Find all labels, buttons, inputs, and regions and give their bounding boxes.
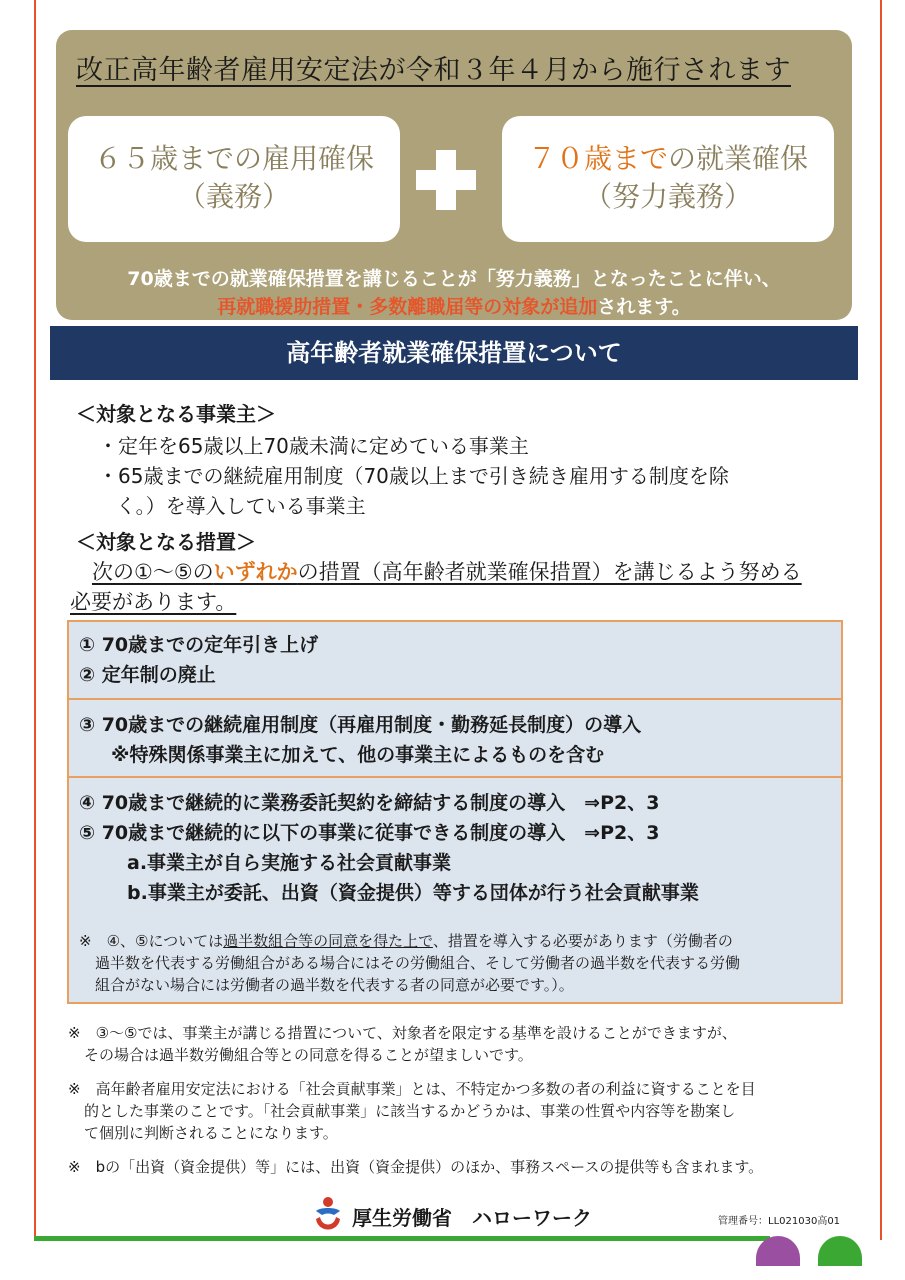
measure-4: ④ 70歳まで継続的に業務委託契約を締結する制度の導入 ⇒P2、3 — [79, 792, 660, 814]
banner-note-line2: 再就職援助措置・多数離職届等の対象が追加されます。 — [217, 296, 691, 318]
banner-title: 改正高年齢者雇用安定法が令和３年４月から施行されます — [76, 55, 791, 86]
employment-65-duty: （義務） — [177, 180, 290, 213]
footer-green-line — [34, 1236, 770, 1241]
target-employers-heading: ＜対象となる事業主＞ — [76, 402, 276, 426]
footnote-2-line2: 的とした事業のことです。「社会貢献事業」に該当するかどうかは、事業の性質や内容等を勘案し — [84, 1102, 736, 1120]
divider-1 — [69, 698, 841, 700]
measures-intro-line1: 次の①～⑤のいずれかの措置（高年齢者就業確保措置）を講じるよう努める — [92, 560, 802, 584]
measures-note-line1: ※ ④、⑤については過半数組合等の同意を得た上で、措置を導入する必要があります（労働者の — [79, 932, 733, 950]
footnote-1-line2: その場合は過半数労働組合等との同意を得ることが望ましいです。 — [84, 1046, 533, 1064]
work-70-label: ７０歳までの就業確保 — [527, 142, 809, 175]
employment-65-label: ６５歳までの雇用確保 — [93, 142, 374, 175]
measures-note-line2: 過半数を代表する労働組合がある場合にはその労働組合、そして労働者の過半数を代表する労働 — [95, 954, 741, 972]
banner-note-line1: 70歳までの就業確保措置を講じることが「努力義務」となったことに伴い、 — [127, 268, 781, 290]
management-number: 管理番号：LL021030高01 — [718, 1216, 841, 1227]
footnote-1-line1: ※ ③～⑤では、事業主が講じる措置について、対象者を限定する基準を設けることができますが、 — [68, 1024, 737, 1042]
work-70-box — [502, 116, 834, 242]
divider-2 — [69, 776, 841, 778]
measure-5a: a.事業主が自ら実施する社会貢献事業 — [127, 852, 452, 874]
measure-3: ③ 70歳までの継続雇用制度（再雇用制度・勤務延長制度）の導入 — [79, 714, 642, 736]
footnote-2-line1: ※ 高年齢者雇用安定法における「社会貢献事業」とは、不特定かつ多数の者の利益に資することを目 — [68, 1080, 756, 1098]
target-bullet-2: ・65歳までの継続雇用制度（70歳以上まで引き続き雇用する制度を除 — [98, 464, 729, 488]
footer-green-tab — [818, 1236, 862, 1266]
work-70-duty: （努力義務） — [583, 180, 752, 213]
target-bullet-2-cont: く。）を導入している事業主 — [116, 494, 366, 518]
header-banner — [56, 30, 852, 320]
plus-icon — [416, 150, 476, 210]
org-name: 厚生労働省 ハローワーク — [352, 1206, 592, 1230]
footer-purple-tab — [756, 1236, 800, 1266]
measure-2: ② 定年制の廃止 — [79, 664, 216, 686]
measures-note-line3: 組合がない場合には労働者の過半数を代表する者の同意が必要です。）。 — [95, 976, 574, 994]
section-title: 高年齢者就業確保措置について — [50, 326, 858, 380]
measures-intro-line2: 必要があります。 — [70, 590, 237, 614]
employment-65-box — [68, 116, 400, 242]
measures-box — [67, 620, 843, 1004]
footnote-3: ※ bの「出資（資金提供）等」には、出資（資金提供）のほか、事務スペースの提供等も含まれます。 — [68, 1158, 764, 1176]
measure-1: ① 70歳までの定年引き上げ — [79, 634, 319, 656]
mhlw-logo-icon — [310, 1195, 346, 1235]
measure-5: ⑤ 70歳まで継続的に以下の事業に従事できる制度の導入 ⇒P2、3 — [79, 822, 660, 844]
measure-5b: b.事業主が委託、出資（資金提供）等する団体が行う社会貢献事業 — [127, 882, 699, 904]
target-measures-heading: ＜対象となる措置＞ — [76, 530, 256, 554]
measure-3-note: ※特殊関係事業主に加えて、他の事業主によるものを含む — [111, 744, 605, 766]
footnote-2-line3: て個別に判断されることになります。 — [84, 1124, 338, 1142]
target-bullet-1: ・定年を65歳以上70歳未満に定めている事業主 — [98, 434, 529, 458]
